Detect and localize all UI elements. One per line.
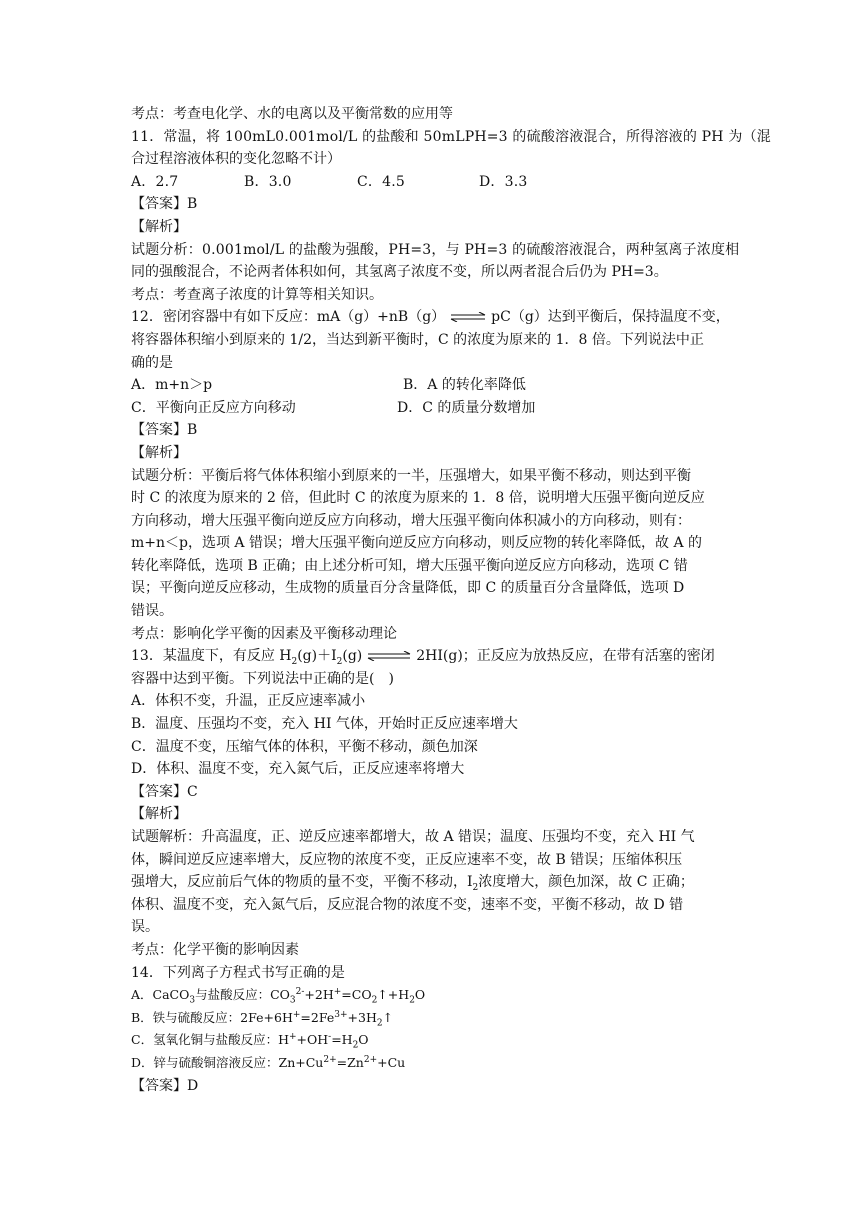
- q14-option-c: [131, 1029, 731, 1052]
- q13-analysis-3b: 浓度增大，颜色加深，故 C 正确；: [478, 874, 694, 891]
- q12-options-row-2: [131, 397, 731, 420]
- q14-d-end: +Cu: [377, 1054, 406, 1070]
- q12-analysis-3: 方向移动，增大压强平衡向逆反应方向移动，增大压强平衡向体积减小的方向移动，则有：: [131, 512, 691, 529]
- q14-d-sup1: 2+: [323, 1054, 337, 1065]
- q12-analysis-1: 试题分析：平衡后将气体体积缩小到原来的一半，压强增大，如果平衡不移动，则达到平衡: [131, 467, 691, 484]
- q14-b-mid: =2Fe: [300, 1009, 335, 1025]
- q13-analysis-2: 体，瞬间逆反应速率增大，反应物的浓度不变，正反应速率不变，故 B 错误；压缩体积压: [131, 851, 683, 868]
- q11-option-a: A．2.7: [131, 173, 179, 190]
- q14-c-sub: 2: [352, 1040, 359, 1051]
- q13-option-b: B．温度、压强均不变，充入 HI 气体，开始时正反应速率增大: [131, 716, 518, 733]
- q13-sub-i2: 2: [336, 657, 343, 668]
- q12-stem-1a: 12．密闭容器中有如下反应：mA（g）+nB（g）: [131, 309, 446, 326]
- q11-analysis-1: 试题分析：0.001mol/L 的盐酸为强酸，PH=3，与 PH=3 的硫酸溶液混合，两种氢离子浓度相: [131, 241, 740, 258]
- q14-b-end: ↑: [382, 1009, 394, 1025]
- q14-a-eq: =CO: [341, 987, 372, 1003]
- q12-option-d: D．C 的质量分数增加: [397, 399, 536, 416]
- q13-stem-1b: (g)＋I: [297, 648, 337, 665]
- q13-analysis-1: 试题解析：升高温度，正、逆反应速率都增大，故 A 错误；温度、压强均不变，充入 HI 气: [131, 829, 695, 845]
- q11-kaodian: 考点：考查离子浓度的计算等相关知识。: [131, 286, 383, 303]
- q14-d-text: D．锌与硫酸铜溶液反应：Zn+Cu: [131, 1054, 324, 1070]
- q14-c-text: C．氢氧化铜与盐酸反应：H: [131, 1032, 289, 1048]
- q12-stem-1b: pC（g）达到平衡后，保持温度不变，: [491, 309, 730, 326]
- q14-b-sup2: 3+: [334, 1009, 348, 1020]
- q14-a-mid: +2H: [304, 987, 334, 1003]
- q12-stem-line-1: [131, 306, 731, 329]
- q12-options-row-1: [131, 374, 731, 397]
- q12-analysis-2: 时 C 的浓度为原来的 2 倍，但此时 C 的浓度为原来的 1．8 倍，说明增大压强平衡向逆反应: [131, 490, 705, 507]
- q13-analysis-3a: 强增大，反应前后气体的物质的量不变，平衡不移动，I: [131, 874, 473, 891]
- q12-analysis-7: 错误。: [131, 603, 173, 620]
- q13-kaodian: 考点：化学平衡的影响因素: [131, 941, 299, 958]
- q13-stem-line-1: [131, 645, 731, 668]
- kaodian-10: 考点：考查电化学、水的电离以及平衡常数的应用等: [131, 106, 453, 122]
- q14-a-label: A．CaCO: [131, 987, 190, 1003]
- q13-analysis-3: [131, 871, 731, 894]
- q14-option-a: [131, 984, 731, 1007]
- q13-option-a: A．体积不变，升温，正反应速率减小: [131, 693, 366, 710]
- q14-a-end: ↑+H: [377, 987, 410, 1003]
- q14-b-sub: 2: [376, 1018, 383, 1029]
- q12-option-b: B．A 的转化率降低: [403, 377, 526, 394]
- q14-a-sub3: 2: [409, 995, 415, 1006]
- q13-option-d: D．体积、温度不变，充入氮气后，正反应速率将增大: [131, 761, 465, 778]
- q14-answer: 【答案】D: [131, 1077, 199, 1094]
- q12-jiexi-label: 【解析】: [131, 444, 187, 461]
- q14-d-mid: =Zn: [336, 1054, 364, 1070]
- q14-c-sup2: -: [328, 1032, 332, 1043]
- q14-a-sup1: 2-: [295, 987, 305, 997]
- q11-analysis-2: 同的强酸混合，不论两者体积如何，其氢离子浓度不变，所以两者混合后仍为 PH=3。: [131, 264, 668, 281]
- q13-answer: 【答案】C: [131, 783, 198, 800]
- q11-answer: 【答案】B: [131, 196, 198, 213]
- q14-d-sup2: 2+: [363, 1054, 378, 1065]
- q11-options: [131, 171, 731, 194]
- q14-option-b: [131, 1007, 731, 1030]
- q13-analysis-4: 体积、温度不变，充入氮气后，反应混合物的浓度不变，速率不变，平衡不移动，故 D 错: [131, 896, 684, 913]
- q11-stem-line-1: 11．常温，将 100mL0.001mol/L 的盐酸和 50mLPH=3 的硫酸溶液混合，所得溶液的 PH 为（混: [131, 128, 771, 145]
- q14-a-o: O: [414, 987, 426, 1003]
- q14-a-sub2: 2: [371, 995, 378, 1006]
- q14-c-mid: +OH: [296, 1032, 329, 1048]
- q12-option-a: A．m+n＞p: [131, 377, 213, 394]
- q11-jiexi-label: 【解析】: [131, 218, 187, 235]
- q14-c-end: O: [358, 1032, 369, 1048]
- q14-b-mid2: +3H: [347, 1009, 377, 1025]
- q12-analysis-6: 误；平衡向逆反应移动，生成物的质量百分含量降低，即 C 的质量百分含量降低，选项 D: [131, 580, 685, 597]
- q14-a-text: 与盐酸反应：CO: [195, 987, 290, 1003]
- equilibrium-arrow-icon: [449, 312, 487, 322]
- q14-a-sup2: +: [333, 987, 342, 997]
- q11-stem-line-2: 合过程溶液体积的变化忽略不计）: [131, 151, 341, 168]
- q13-analysis-5: 误。: [131, 919, 159, 936]
- q12-stem-line-2: 将容器体积缩小到原来的 1/2，当达到新平衡时，C 的浓度为原来的 1．8 倍。下列说法中正: [131, 331, 704, 348]
- q14-b-text: B．铁与硫酸反应：2Fe+6H: [131, 1009, 293, 1025]
- q12-option-c: C．平衡向正反应方向移动: [131, 399, 296, 416]
- q13-sub-i2-analysis: 2: [472, 882, 479, 893]
- q13-stem-1d: 2HI(g)；正反应为放热反应，在带有活塞的密闭: [416, 648, 715, 665]
- q12-kaodian: 考点：影响化学平衡的因素及平衡移动理论: [131, 625, 397, 642]
- q11-option-d: D．3.3: [479, 173, 528, 190]
- q13-jiexi-label: 【解析】: [131, 806, 187, 823]
- q14-option-d: [131, 1052, 731, 1075]
- q11-option-b: B．3.0: [244, 173, 292, 190]
- q12-answer: 【答案】B: [131, 422, 198, 439]
- q13-stem-1c: (g): [342, 648, 363, 665]
- q12-stem-line-3: 确的是: [131, 354, 173, 371]
- q14-c-mid2: =H: [331, 1032, 353, 1048]
- q14-b-sup1: +: [292, 1009, 301, 1020]
- equilibrium-arrow-icon: [366, 651, 412, 661]
- q13-option-c: C．温度不变，压缩气体的体积，平衡不移动，颜色加深: [131, 738, 478, 755]
- q13-stem-1a: 13．某温度下，有反应 H: [131, 648, 292, 665]
- q13-sub-h2: 2: [291, 657, 298, 668]
- q14-a-sub1: 3: [289, 995, 296, 1006]
- q13-stem-line-2: 容器中达到平衡。下列说法中正确的是( ): [131, 670, 394, 687]
- q14-a-sub: 3: [189, 995, 196, 1006]
- document-body: [131, 103, 771, 1097]
- q12-analysis-5: 转化率降低，选项 B 正确；由上述分析可知，增大压强平衡向逆反应方向移动，选项 C 错: [131, 557, 688, 574]
- q11-option-c: C．4.5: [357, 173, 405, 190]
- q14-c-sup1: +: [288, 1032, 297, 1043]
- q14-stem: 14．下列离子方程式书写正确的是: [131, 964, 345, 981]
- q12-analysis-4: m+n＜p，选项 A 错误；增大压强平衡向逆反应方向移动，则反应物的转化率降低，故 A 的: [131, 535, 703, 552]
